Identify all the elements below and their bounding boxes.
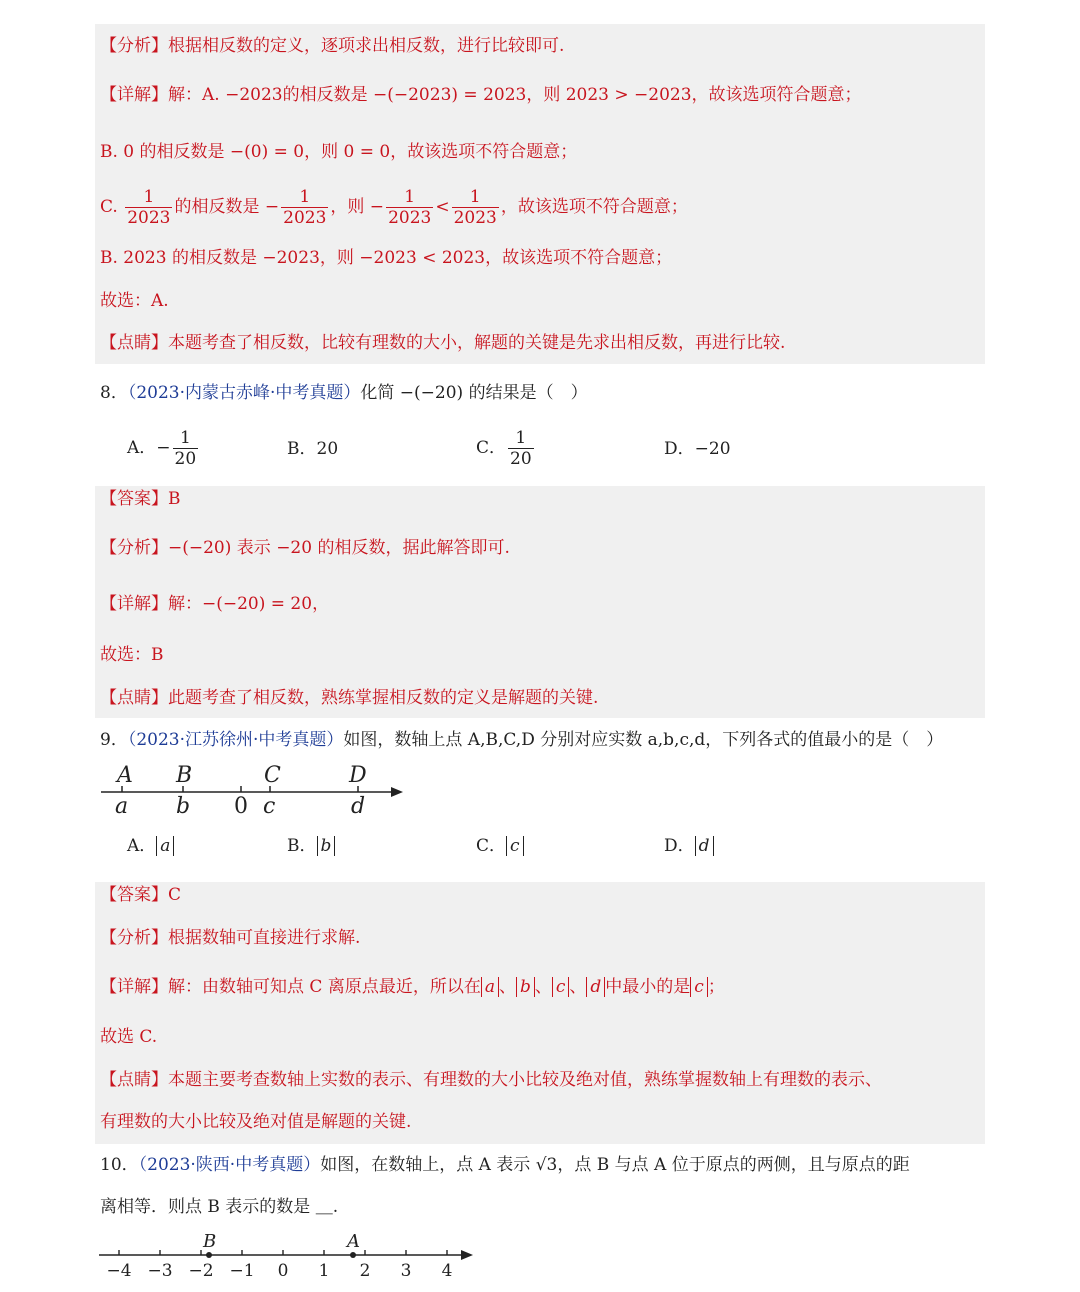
- fraction: [281, 187, 328, 228]
- point-label-b: B: [176, 763, 193, 788]
- q9-answer: 【答案】C: [100, 885, 182, 905]
- q7-detail-c-text2: ，则 −: [330, 197, 385, 217]
- value-label-zero: 0: [234, 794, 248, 819]
- abs-value: b: [317, 836, 336, 856]
- q7-detail-c-text: 的相反数是 −: [174, 197, 280, 217]
- q8-number: 8．: [100, 383, 128, 403]
- q9-detail: [100, 975, 725, 999]
- separator: 、: [534, 977, 552, 997]
- point-label-a: A: [117, 763, 133, 788]
- fraction-numerator: 1: [452, 187, 499, 208]
- fraction-numerator: 1: [508, 428, 534, 449]
- point-label-a: A: [347, 1231, 360, 1252]
- abs-value: b: [516, 977, 535, 997]
- q7-detail-c: [100, 187, 688, 228]
- option-label: A．: [127, 438, 157, 458]
- tick-label: −4: [106, 1261, 132, 1281]
- q9-source: （2023·江苏徐州·中考真题）: [127, 730, 344, 750]
- q10-stem: 如图，在数轴上，点 A 表示 √3，点 B 与点 A 位于原点的两侧，且与原点的距: [320, 1155, 910, 1175]
- q10-question-line2: 离相等．则点 B 表示的数是 ＿.: [100, 1197, 339, 1217]
- fraction-denominator: 2023: [388, 208, 432, 228]
- option-label: C．: [476, 836, 507, 856]
- q9-stem: 如图，数轴上点 A,B,C,D 分别对应实数 a,b,c,d，下列各式的值最小的是（ ）: [343, 730, 944, 750]
- q8-option-c[interactable]: [476, 428, 536, 469]
- tick-label: 4: [441, 1261, 453, 1281]
- q8-analysis: 【分析】−(−20) 表示 −20 的相反数，据此解答即可.: [100, 538, 510, 558]
- q9-option-d[interactable]: [664, 834, 714, 858]
- axis-arrow: [391, 787, 403, 797]
- option-label: D．: [664, 836, 695, 856]
- separator: 、: [569, 977, 587, 997]
- fraction-denominator: 20: [510, 449, 532, 469]
- q10-number: 10．: [100, 1155, 139, 1175]
- q9-choice: 故选 C.: [100, 1027, 158, 1047]
- q7-detail-d: B. 2023 的相反数是 −2023，则 −2023 < 2023，故该选项不符合题意；: [100, 248, 673, 268]
- tick-label: −1: [229, 1261, 255, 1281]
- q9-detail-text2: 中最小的是: [605, 977, 691, 997]
- option-label: B．: [287, 836, 317, 856]
- fraction-numerator: 1: [125, 187, 172, 208]
- q8-comment: 【点睛】此题考查了相反数，熟练掌握相反数的定义是解题的关键.: [100, 688, 599, 708]
- value-label-c: c: [263, 794, 276, 819]
- q9-detail-end: ；: [707, 977, 725, 997]
- q7-detail-c-lt: <: [435, 197, 450, 217]
- tick-label: −3: [147, 1261, 173, 1281]
- fraction-denominator: 2023: [283, 208, 327, 228]
- tick-label: 2: [359, 1261, 371, 1281]
- fraction: [452, 187, 499, 228]
- tick-label: 0: [277, 1261, 289, 1281]
- value-label-a: a: [115, 794, 129, 819]
- q9-analysis: 【分析】根据数轴可直接进行求解.: [100, 928, 361, 948]
- q10-question-line1: [100, 1153, 910, 1177]
- value-label-b: b: [176, 794, 191, 819]
- q8-option-a[interactable]: [127, 428, 200, 469]
- fraction: [125, 187, 172, 228]
- q7-comment: 【点睛】本题考查了相反数，比较有理数的大小，解题的关键是先求出相反数，再进行比较.: [100, 333, 786, 353]
- q8-source: （2023·内蒙古赤峰·中考真题）: [127, 383, 361, 403]
- q9-option-a[interactable]: [127, 834, 174, 858]
- q9-option-b[interactable]: [287, 834, 335, 858]
- q9-detail-text: 【详解】解：由数轴可知点 C 离原点最近，所以在: [100, 977, 481, 997]
- point-label-d: D: [349, 763, 367, 788]
- option-label: C．: [476, 438, 507, 458]
- q8-choice: 故选：B: [100, 645, 164, 665]
- q8-stem: 化简 −(−20) 的结果是（ ）: [360, 383, 588, 403]
- q7-detail-a: 【详解】解：A. −2023的相反数是 −(−2023) = 2023，则 2023 > −2023，故该选项符合题意；: [100, 85, 862, 105]
- q7-detail-c-end: ，故该选项不符合题意；: [500, 197, 688, 217]
- option-sign: −: [156, 438, 171, 458]
- value-label-d: d: [351, 794, 366, 819]
- abs-value: c: [552, 977, 570, 997]
- option-label: B．: [287, 439, 317, 459]
- tick-label: 3: [400, 1261, 412, 1281]
- q10-source: （2023·陕西·中考真题）: [138, 1155, 321, 1175]
- tick-label: −2: [188, 1261, 214, 1281]
- q9-question: [100, 728, 943, 752]
- point-label-b: B: [203, 1231, 217, 1252]
- option-label: D．: [664, 439, 695, 459]
- q9-comment-1: 【点睛】本题主要考查数轴上实数的表示、有理数的大小比较及绝对值，熟练掌握数轴上有理数的表示、: [100, 1070, 882, 1090]
- q7-detail-c-label: C.: [100, 197, 118, 217]
- option-label: A．: [127, 836, 157, 856]
- fraction-numerator: 1: [281, 187, 328, 208]
- option-value: −20: [694, 439, 731, 459]
- point-b-dot: [206, 1252, 212, 1258]
- abs-value: a: [481, 977, 499, 997]
- q9-solution-box: [95, 882, 985, 1144]
- abs-value: c: [690, 977, 708, 997]
- fraction-numerator: 1: [173, 428, 199, 449]
- q8-answer: 【答案】B: [100, 489, 181, 509]
- q7-choice: 故选：A.: [100, 291, 169, 311]
- q8-question: [100, 381, 588, 405]
- abs-value: d: [695, 836, 714, 856]
- separator: 、: [498, 977, 516, 997]
- q10-number-line: [95, 1228, 485, 1284]
- fraction: [386, 187, 433, 228]
- fraction-denominator: 2023: [127, 208, 171, 228]
- axis-arrow: [461, 1250, 473, 1260]
- q9-number-line: [95, 758, 415, 820]
- q8-option-b[interactable]: [287, 437, 338, 461]
- q7-analysis: 【分析】根据相反数的定义，逐项求出相反数，进行比较即可.: [100, 36, 565, 56]
- q9-number: 9．: [100, 730, 128, 750]
- abs-value: d: [586, 977, 605, 997]
- fraction-numerator: 1: [386, 187, 433, 208]
- fraction-denominator: 20: [174, 449, 197, 469]
- tick-label: 1: [318, 1261, 330, 1281]
- point-a-dot: [350, 1252, 356, 1258]
- q9-comment-2: 有理数的大小比较及绝对值是解题的关键.: [100, 1112, 412, 1132]
- q8-detail: 【详解】解：−(−20) = 20，: [100, 594, 330, 614]
- fraction: [508, 428, 534, 469]
- fraction-denominator: 2023: [453, 208, 497, 228]
- fraction: [173, 428, 199, 469]
- q7-detail-b: B. 0 的相反数是 −(0) = 0，则 0 = 0，故该选项不符合题意；: [100, 142, 578, 162]
- abs-value: c: [506, 836, 524, 856]
- option-value: 20: [316, 439, 339, 459]
- point-label-c: C: [264, 763, 281, 788]
- abs-value: a: [156, 836, 174, 856]
- q8-option-d[interactable]: [664, 437, 731, 461]
- q9-option-c[interactable]: [476, 834, 524, 858]
